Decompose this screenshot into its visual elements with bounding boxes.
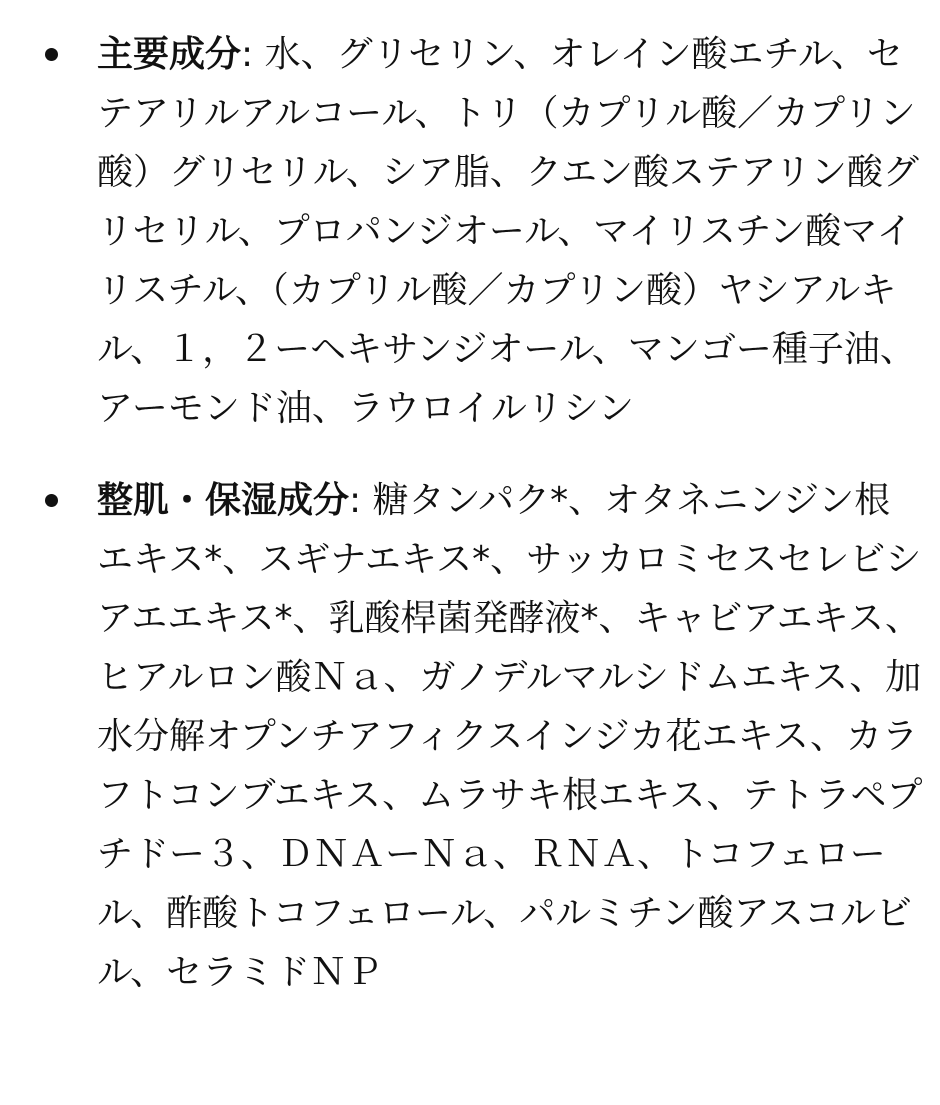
ingredient-text: 糖タンパク*、オタネニンジン根エキス*、スギナエキス*、サッカロミセスセレビシアエエキス*、乳酸桿菌発酵液*、キャビアエキス、ヒアルロン酸Ｎａ、ガノデルマルシドムエキス、加水分解オプンチアフィクスインジカ花エキス、カラフトコンブエキス、ムラサキ根エキス、テトラペプチドー３、ＤＮＡーＮａ、ＲＮＡ、トコフェロール、酢酸トコフェロール、パルミチン酸アスコルビル、セラミドＮＰ bbox=[97, 480, 923, 993]
ingredient-text: 水、グリセリン、オレイン酸エチル、セテアリルアルコール、トリ（カプリル酸／カプリン酸）グリセリル、シア脂、クエン酸ステアリン酸グリセリル、プロパンジオール、マイリスチン酸マイリスチル、（カプリル酸／カプリン酸）ヤシアルキル、１，２ーヘキサンジオール、マンゴー種子油、アーモンド油、ラウロイルリシン bbox=[97, 34, 919, 429]
ingredient-list bbox=[0, 25, 940, 1002]
bullet-icon bbox=[45, 494, 58, 507]
ingredient-item-main bbox=[0, 25, 940, 438]
ingredient-label: 整肌・保湿成分 bbox=[97, 480, 350, 521]
label-separator: : bbox=[349, 480, 373, 521]
ingredient-label: 主要成分 bbox=[97, 34, 242, 75]
label-separator: : bbox=[241, 34, 265, 75]
bullet-icon bbox=[45, 48, 58, 61]
ingredient-item-moisturizing bbox=[0, 471, 940, 1002]
